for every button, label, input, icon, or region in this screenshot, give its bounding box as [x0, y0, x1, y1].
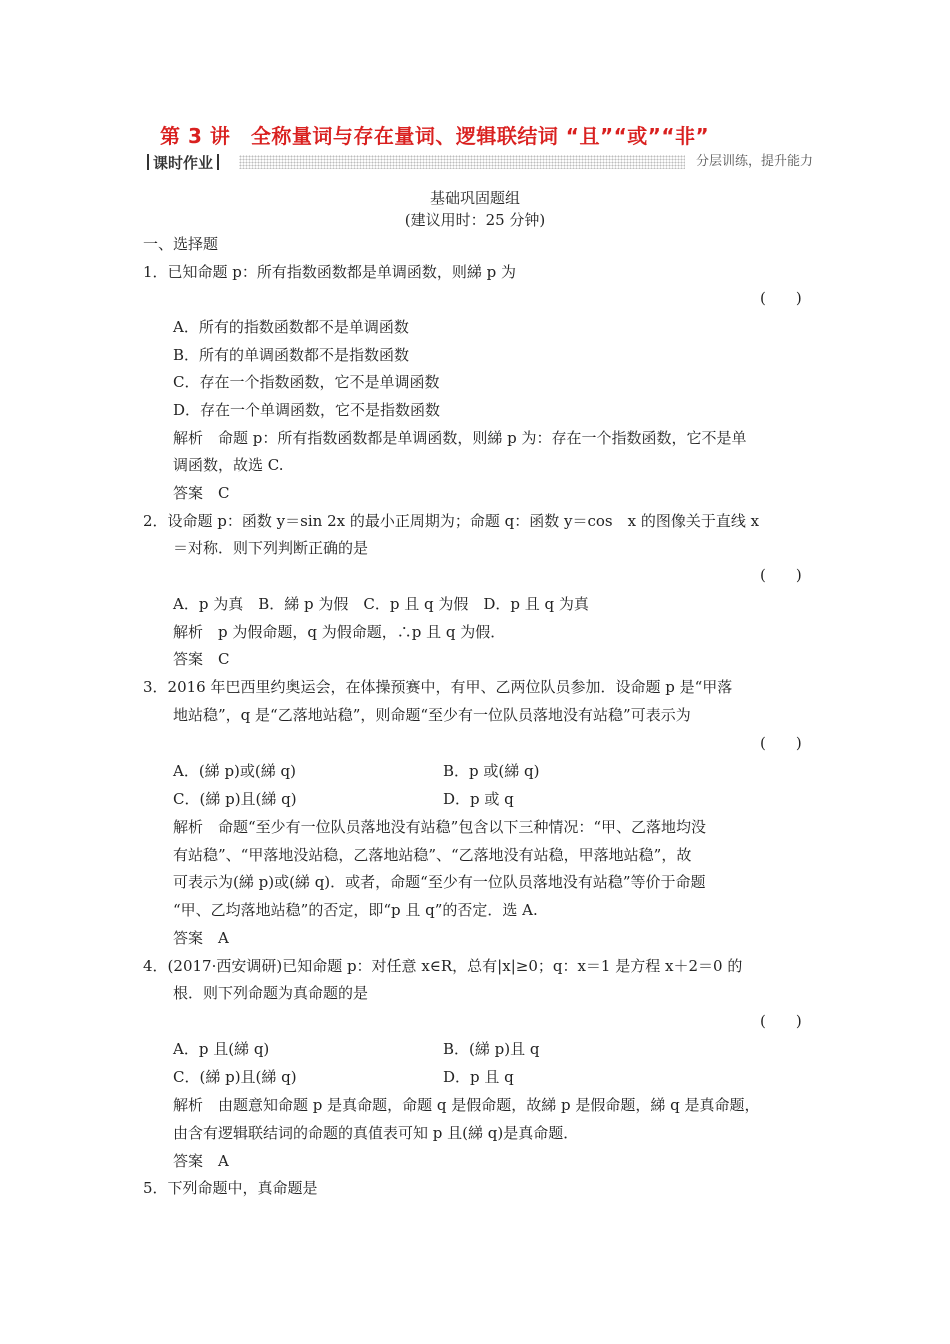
q3-answer-blank: ( )	[760, 734, 802, 752]
q4-stem-line2: 根．则下列命题为真命题的是	[173, 984, 369, 1002]
q3-option-c: C．(綈 p)且(綈 q)	[173, 790, 297, 808]
q2-stem-line1: 2．设命题 p：函数 y＝sin 2x 的最小正周期为；命题 q：函数 y＝cos x 的图像关于直线 x	[143, 512, 760, 530]
banner-dot-pattern	[239, 155, 685, 169]
q4-answer: 答案 A	[173, 1152, 229, 1170]
q3-answer: 答案 A	[173, 929, 229, 947]
q1-option-c: C．存在一个指数函数，它不是单调函数	[173, 373, 440, 391]
q2-answer-blank: ( )	[760, 566, 802, 584]
q4-option-a: A．p 且(綈 q)	[173, 1040, 270, 1058]
q1-option-a: A．所有的指数函数都不是单调函数	[173, 318, 409, 336]
q4-stem-line1: 4．(2017·西安调研)已知命题 p：对任意 x∈R，总有|x|≥0；q：x＝1 是方程 x＋2＝0 的	[143, 957, 743, 975]
homework-banner	[143, 152, 813, 172]
q5-stem: 5．下列命题中，真命题是	[143, 1179, 318, 1197]
q1-stem: 1．已知命题 p：所有指数函数都是单调函数，则綈 p 为	[143, 263, 517, 281]
banner-bar-left	[147, 154, 149, 170]
q3-option-b: B．p 或(綈 q)	[443, 762, 540, 780]
time-note: (建议用时：25 分钟)	[404, 211, 546, 229]
q4-option-d: D．p 且 q	[443, 1068, 514, 1086]
q3-stem-line1: 3．2016 年巴西里约奥运会，在体操预赛中，有甲、乙两位队员参加．设命题 p 是“甲落	[143, 678, 733, 696]
q2-stem-line2: ＝对称．则下列判断正确的是	[173, 539, 369, 557]
q3-analysis-line1: 解析 命题“至少有一位队员落地没有站稳”包含以下三种情况：“甲、乙落地均没	[173, 818, 707, 836]
q1-analysis-line1: 解析 命题 p：所有指数函数都是单调函数，则綈 p 为：存在一个指数函数，它不是单	[173, 429, 747, 447]
q4-analysis-line2: 由含有逻辑联结词的命题的真值表可知 p 且(綈 q)是真命题．	[173, 1124, 579, 1142]
q2-options: A．p 为真 B．綈 p 为假 C．p 且 q 为假 D．p 且 q 为真	[173, 595, 589, 613]
q4-option-c: C．(綈 p)且(綈 q)	[173, 1068, 297, 1086]
banner-label	[143, 152, 223, 172]
q1-option-d: D．存在一个单调函数，它不是指数函数	[173, 401, 441, 419]
q4-option-b: B．(綈 p)且 q	[443, 1040, 540, 1058]
lesson-title: 第 3 讲 全称量词与存在量词、逻辑联结词 “且”“或”“非”	[160, 124, 710, 148]
q1-answer: 答案 C	[173, 484, 230, 502]
q3-option-a: A．(綈 p)或(綈 q)	[173, 762, 296, 780]
banner-left-text: 课时作业	[153, 153, 214, 172]
q3-stem-line2: 地站稳”，q 是“乙落地站稳”，则命题“至少有一位队员落地没有站稳”可表示为	[173, 706, 691, 724]
q2-answer: 答案 C	[173, 650, 230, 668]
q2-analysis: 解析 p 为假命题，q 为假命题，∴p 且 q 为假．	[173, 623, 506, 641]
q3-analysis-line2: 有站稳”、“甲落地没站稳，乙落地站稳”、“乙落地没有站稳，甲落地站稳”，故	[173, 846, 692, 864]
q1-answer-blank: ( )	[760, 289, 802, 307]
q4-analysis-line1: 解析 由题意知命题 p 是真命题，命题 q 是假命题，故綈 p 是假命题，綈 q 是真命题，	[173, 1096, 760, 1114]
banner-right-text: 分层训练，提升能力	[695, 154, 813, 169]
group-title: 基础巩固题组	[429, 189, 520, 207]
q3-analysis-line4: “甲、乙均落地站稳”的否定，即“p 且 q”的否定．选 A.	[173, 901, 538, 919]
q3-option-d: D．p 或 q	[443, 790, 514, 808]
banner-bar-right	[217, 154, 219, 170]
q3-analysis-line3: 可表示为(綈 p)或(綈 q)．或者，命题“至少有一位队员落地没有站稳”等价于命题	[173, 873, 706, 891]
section-heading: 一、选择题	[143, 235, 219, 253]
q1-option-b: B．所有的单调函数都不是指数函数	[173, 346, 410, 364]
q4-answer-blank: ( )	[760, 1012, 802, 1030]
q1-analysis-line2: 调函数，故选 C.	[173, 456, 284, 474]
